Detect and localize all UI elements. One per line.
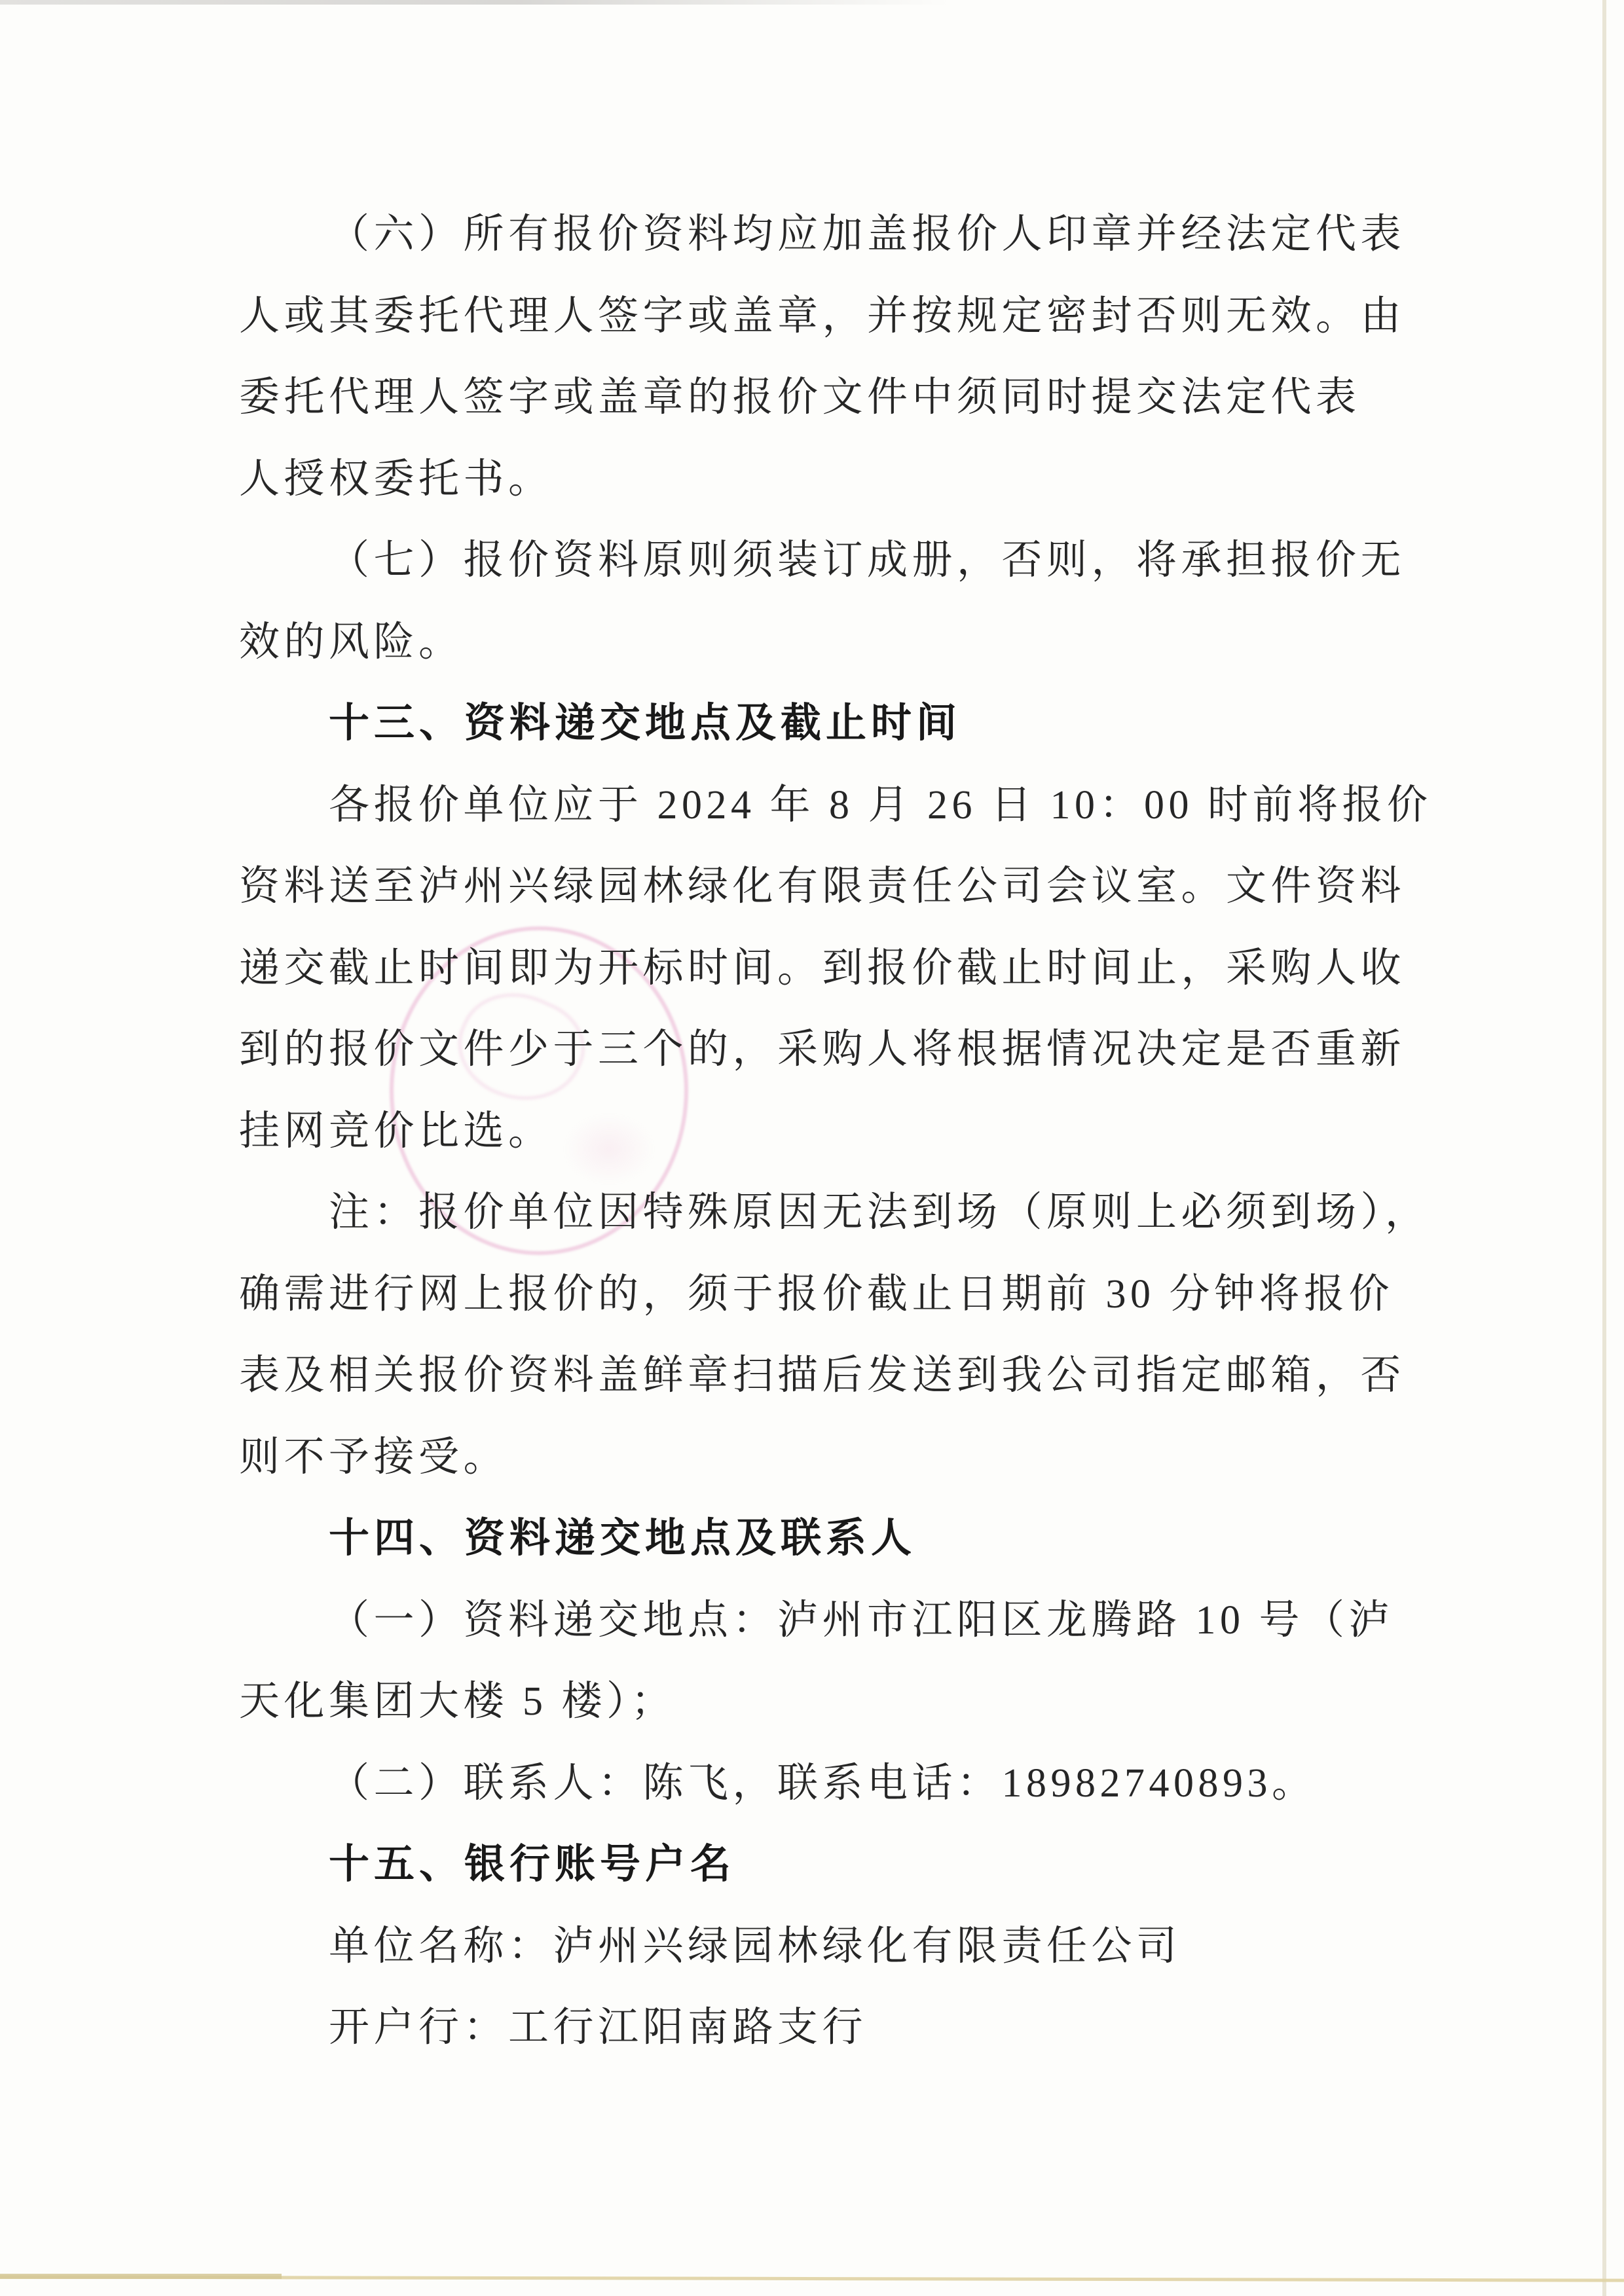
para-7-line-2: 效的风险。 [239, 619, 464, 665]
para-deadline-line-2: 资料送至泸州兴绿园林绿化有限责任公司会议室。文件资料 [239, 864, 1406, 909]
heading-section-15: 十五、银行账号户名 [329, 1842, 736, 1887]
line-bank-branch: 开户行：工行江阳南路支行 [329, 2005, 868, 2050]
para-6-line-2: 人或其委托代理人签字或盖章，并按规定密封否则无效。由 [239, 293, 1406, 338]
document-body [239, 194, 1432, 2069]
para-deadline-line-3: 递交截止时间即为开标时间。到报价截止时间止，采购人收 [239, 945, 1406, 991]
para-6-line-1: （六）所有报价资料均应加盖报价人印章并经法定代表 [329, 212, 1406, 257]
para-note-line-2: 确需进行网上报价的，须于报价截止日期前 30 分钟将报价 [239, 1271, 1394, 1317]
para-note-line-4: 则不予接受。 [239, 1434, 509, 1480]
para-6-line-3: 委托代理人签字或盖章的报价文件中须同时提交法定代表 [239, 375, 1361, 420]
scan-edge-bottom-left-speck [0, 2274, 282, 2279]
para-note-line-1: 注：报价单位因特殊原因无法到场（原则上必须到场）， [329, 1190, 1430, 1235]
scan-edge-right-line [1602, 0, 1606, 2296]
para-address-line-1: （一）资料递交地点：泸州市江阳区龙腾路 10 号（泸 [329, 1597, 1394, 1643]
para-deadline-line-4: 到的报价文件少于三个的，采购人将根据情况决定是否重新 [239, 1027, 1406, 1072]
para-address-line-2: 天化集团大楼 5 楼）； [239, 1679, 676, 1724]
para-deadline-line-5: 挂网竞价比选。 [239, 1108, 553, 1154]
heading-section-14: 十四、资料递交地点及联系人 [329, 1516, 917, 1561]
line-account-name: 单位名称：泸州兴绿园林绿化有限责任公司 [329, 1923, 1181, 1969]
para-7-line-1: （七）报价资料原则须装订成册，否则，将承担报价无 [329, 538, 1406, 583]
para-contact-line: （二）联系人：陈飞，联系电话：18982740893。 [329, 1760, 1317, 1806]
heading-section-13: 十三、资料递交地点及截止时间 [329, 701, 962, 746]
para-note-line-3: 表及相关报价资料盖鲜章扫描后发送到我公司指定邮箱，否 [239, 1353, 1406, 1398]
scan-edge-top-shade [0, 0, 950, 5]
para-6-line-4: 人授权委托书。 [239, 456, 553, 501]
para-deadline-line-1: 各报价单位应于 2024 年 8 月 26 日 10：00 时前将报价 [329, 782, 1432, 828]
